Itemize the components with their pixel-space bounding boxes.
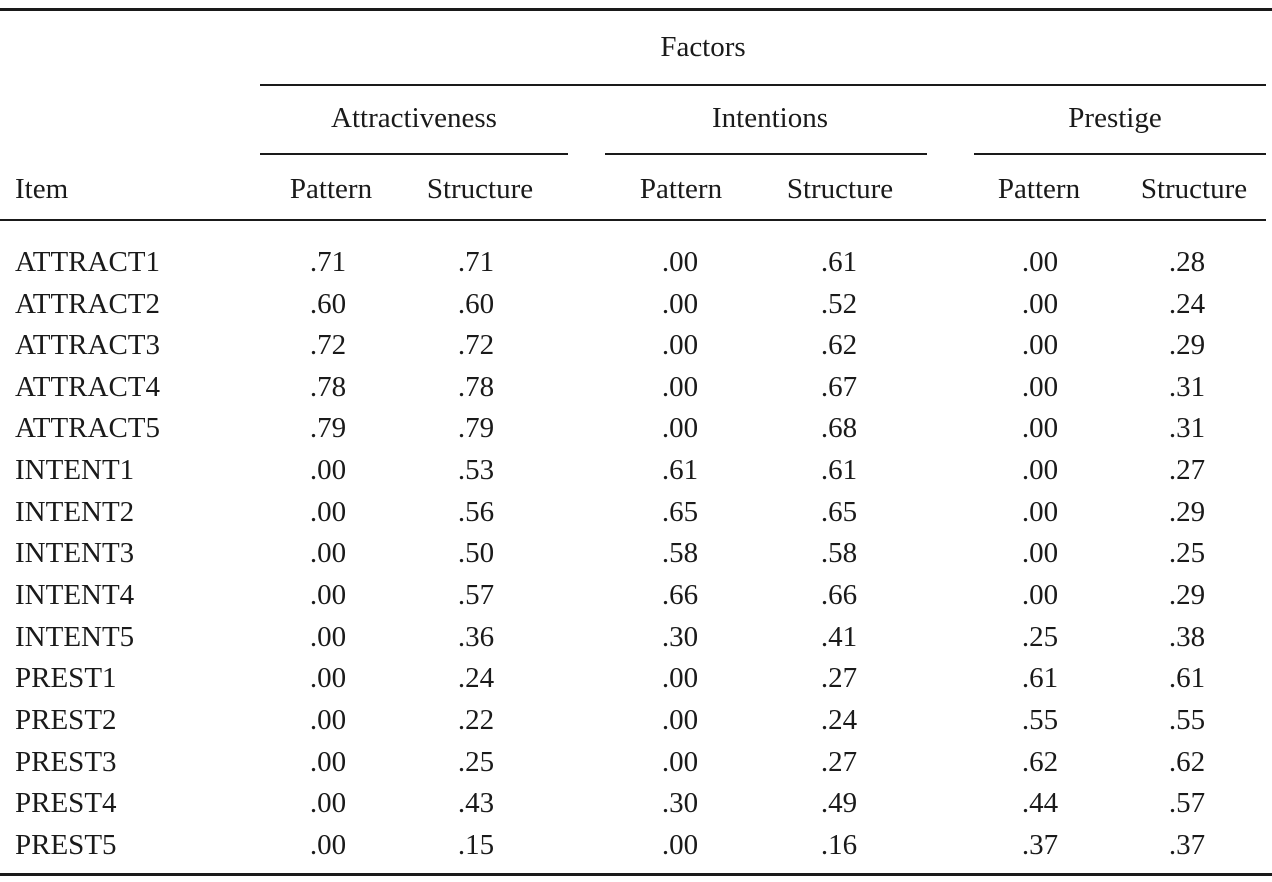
prestige-structure-value: .29 <box>1168 579 1206 611</box>
prestige-structure-value: .27 <box>1168 454 1206 486</box>
column-heading-pattern: Pattern <box>997 173 1081 205</box>
attractiveness-pattern-value: .00 <box>309 829 347 861</box>
intentions-pattern-value: .00 <box>661 746 699 778</box>
attractiveness-structure-value: .36 <box>457 621 495 653</box>
intentions-pattern-value: .58 <box>661 537 699 569</box>
row-item-label: PREST1 <box>15 662 117 694</box>
prestige-pattern-value: .55 <box>1021 704 1059 736</box>
attractiveness-structure-value: .57 <box>457 579 495 611</box>
attractiveness-structure-value: .15 <box>457 829 495 861</box>
table-row <box>0 828 1272 870</box>
row-item-label: ATTRACT1 <box>15 246 160 278</box>
attractiveness-pattern-value: .00 <box>309 454 347 486</box>
attractiveness-structure-value: .78 <box>457 371 495 403</box>
group-rule-attractiveness <box>260 153 568 155</box>
intentions-structure-value: .66 <box>820 579 858 611</box>
group-rule-intentions <box>605 153 927 155</box>
column-heading-structure: Structure <box>426 173 534 205</box>
prestige-pattern-value: .00 <box>1021 329 1059 361</box>
prestige-structure-value: .29 <box>1168 496 1206 528</box>
intentions-pattern-value: .00 <box>661 246 699 278</box>
intentions-pattern-value: .00 <box>661 329 699 361</box>
intentions-pattern-value: .00 <box>661 704 699 736</box>
intentions-pattern-value: .00 <box>661 412 699 444</box>
prestige-structure-value: .62 <box>1168 746 1206 778</box>
prestige-structure-value: .25 <box>1168 537 1206 569</box>
row-item-label: ATTRACT3 <box>15 329 160 361</box>
attractiveness-structure-value: .43 <box>457 787 495 819</box>
row-item-label: INTENT2 <box>15 496 135 528</box>
group-heading-intentions: Intentions <box>712 102 828 134</box>
attractiveness-pattern-value: .72 <box>309 329 347 361</box>
intentions-structure-value: .58 <box>820 537 858 569</box>
group-heading-attractiveness: Attractiveness <box>331 102 497 134</box>
factors-spanner-heading: Factors <box>660 31 746 63</box>
row-item-label: ATTRACT2 <box>15 288 160 320</box>
intentions-pattern-value: .00 <box>661 288 699 320</box>
table-row <box>0 661 1272 703</box>
attractiveness-structure-value: .50 <box>457 537 495 569</box>
row-item-label: ATTRACT4 <box>15 371 160 403</box>
intentions-structure-value: .52 <box>820 288 858 320</box>
row-item-label: INTENT3 <box>15 537 135 569</box>
intentions-structure-value: .65 <box>820 496 858 528</box>
prestige-pattern-value: .44 <box>1021 787 1059 819</box>
prestige-pattern-value: .00 <box>1021 412 1059 444</box>
attractiveness-structure-value: .56 <box>457 496 495 528</box>
attractiveness-pattern-value: .00 <box>309 537 347 569</box>
prestige-structure-value: .24 <box>1168 288 1206 320</box>
row-item-label: PREST4 <box>15 787 117 819</box>
intentions-structure-value: .49 <box>820 787 858 819</box>
intentions-structure-value: .61 <box>820 454 858 486</box>
table-row <box>0 786 1272 828</box>
intentions-pattern-value: .30 <box>661 621 699 653</box>
intentions-pattern-value: .00 <box>661 662 699 694</box>
prestige-pattern-value: .00 <box>1021 246 1059 278</box>
prestige-structure-value: .57 <box>1168 787 1206 819</box>
intentions-structure-value: .62 <box>820 329 858 361</box>
attractiveness-pattern-value: .79 <box>309 412 347 444</box>
intentions-pattern-value: .61 <box>661 454 699 486</box>
row-item-label: ATTRACT5 <box>15 412 160 444</box>
prestige-pattern-value: .00 <box>1021 537 1059 569</box>
intentions-pattern-value: .65 <box>661 496 699 528</box>
attractiveness-pattern-value: .00 <box>309 787 347 819</box>
prestige-pattern-value: .00 <box>1021 496 1059 528</box>
row-item-label: INTENT1 <box>15 454 135 486</box>
header-bottom-rule <box>0 219 1266 221</box>
intentions-structure-value: .67 <box>820 371 858 403</box>
row-item-label: PREST2 <box>15 704 117 736</box>
attractiveness-pattern-value: .00 <box>309 704 347 736</box>
table-row <box>0 245 1272 287</box>
table-row <box>0 287 1272 329</box>
table-row <box>0 453 1272 495</box>
prestige-structure-value: .31 <box>1168 412 1206 444</box>
prestige-pattern-value: .00 <box>1021 579 1059 611</box>
table-row <box>0 536 1272 578</box>
table-row <box>0 745 1272 787</box>
prestige-pattern-value: .00 <box>1021 288 1059 320</box>
prestige-structure-value: .61 <box>1168 662 1206 694</box>
table-row <box>0 620 1272 662</box>
attractiveness-structure-value: .71 <box>457 246 495 278</box>
column-heading-structure: Structure <box>786 173 894 205</box>
prestige-structure-value: .37 <box>1168 829 1206 861</box>
table-row <box>0 411 1272 453</box>
attractiveness-pattern-value: .71 <box>309 246 347 278</box>
intentions-structure-value: .41 <box>820 621 858 653</box>
row-item-label: INTENT4 <box>15 579 135 611</box>
prestige-structure-value: .31 <box>1168 371 1206 403</box>
group-heading-prestige: Prestige <box>1068 102 1162 134</box>
attractiveness-pattern-value: .00 <box>309 621 347 653</box>
prestige-pattern-value: .00 <box>1021 454 1059 486</box>
table-row <box>0 578 1272 620</box>
attractiveness-pattern-value: .00 <box>309 662 347 694</box>
table-row <box>0 328 1272 370</box>
table-row <box>0 703 1272 745</box>
row-item-label: INTENT5 <box>15 621 135 653</box>
intentions-structure-value: .61 <box>820 246 858 278</box>
prestige-pattern-value: .37 <box>1021 829 1059 861</box>
table-top-rule <box>0 8 1272 11</box>
intentions-structure-value: .68 <box>820 412 858 444</box>
factors-spanner-rule <box>260 84 1266 86</box>
intentions-pattern-value: .30 <box>661 787 699 819</box>
prestige-pattern-value: .61 <box>1021 662 1059 694</box>
attractiveness-structure-value: .25 <box>457 746 495 778</box>
row-item-label: PREST3 <box>15 746 117 778</box>
prestige-structure-value: .28 <box>1168 246 1206 278</box>
attractiveness-pattern-value: .00 <box>309 496 347 528</box>
attractiveness-pattern-value: .60 <box>309 288 347 320</box>
prestige-pattern-value: .62 <box>1021 746 1059 778</box>
prestige-structure-value: .55 <box>1168 704 1206 736</box>
attractiveness-pattern-value: .00 <box>309 746 347 778</box>
intentions-pattern-value: .00 <box>661 371 699 403</box>
intentions-structure-value: .16 <box>820 829 858 861</box>
column-heading-structure: Structure <box>1140 173 1248 205</box>
attractiveness-structure-value: .53 <box>457 454 495 486</box>
prestige-structure-value: .38 <box>1168 621 1206 653</box>
prestige-structure-value: .29 <box>1168 329 1206 361</box>
column-heading-pattern: Pattern <box>289 173 373 205</box>
column-heading-item: Item <box>15 173 69 205</box>
intentions-structure-value: .27 <box>820 662 858 694</box>
attractiveness-structure-value: .79 <box>457 412 495 444</box>
attractiveness-structure-value: .72 <box>457 329 495 361</box>
attractiveness-structure-value: .22 <box>457 704 495 736</box>
table-row <box>0 495 1272 537</box>
table-bottom-rule <box>0 873 1272 876</box>
row-item-label: PREST5 <box>15 829 117 861</box>
table-row <box>0 370 1272 412</box>
group-rule-prestige <box>974 153 1266 155</box>
attractiveness-pattern-value: .78 <box>309 371 347 403</box>
intentions-structure-value: .27 <box>820 746 858 778</box>
intentions-pattern-value: .66 <box>661 579 699 611</box>
column-heading-pattern: Pattern <box>639 173 723 205</box>
attractiveness-structure-value: .60 <box>457 288 495 320</box>
attractiveness-pattern-value: .00 <box>309 579 347 611</box>
prestige-pattern-value: .25 <box>1021 621 1059 653</box>
prestige-pattern-value: .00 <box>1021 371 1059 403</box>
intentions-pattern-value: .00 <box>661 829 699 861</box>
attractiveness-structure-value: .24 <box>457 662 495 694</box>
intentions-structure-value: .24 <box>820 704 858 736</box>
